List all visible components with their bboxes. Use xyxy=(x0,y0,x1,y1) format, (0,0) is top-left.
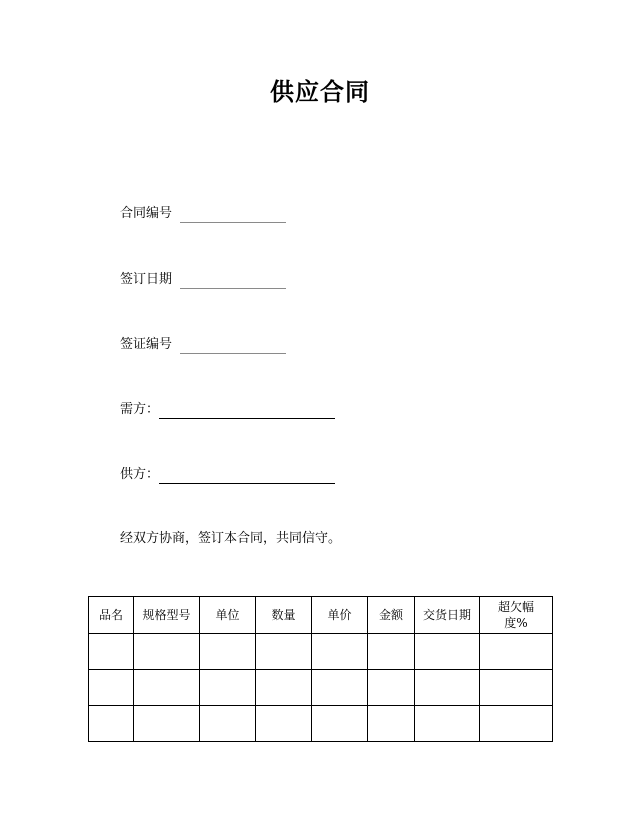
visa-number-field xyxy=(120,336,286,354)
table-header-row xyxy=(89,597,553,634)
table-cell[interactable] xyxy=(134,706,200,742)
visa-number-label: 签证编号 xyxy=(120,337,173,352)
table-cell[interactable] xyxy=(134,670,200,706)
contract-number-label: 合同编号 xyxy=(120,206,173,221)
contract-number-blank[interactable] xyxy=(180,208,286,223)
header-delivery-date: 交货日期 xyxy=(415,597,480,634)
table-cell[interactable] xyxy=(480,634,553,670)
table-cell[interactable] xyxy=(480,670,553,706)
header-product-name: 品名 xyxy=(89,597,134,634)
table-row xyxy=(89,634,553,670)
goods-table xyxy=(88,596,553,742)
buyer-field xyxy=(120,401,335,419)
supplier-blank[interactable] xyxy=(159,469,335,484)
table-cell[interactable] xyxy=(134,634,200,670)
table-cell[interactable] xyxy=(256,634,312,670)
contract-number-field xyxy=(120,205,286,223)
table-cell[interactable] xyxy=(200,706,256,742)
table-cell[interactable] xyxy=(415,634,480,670)
table-row xyxy=(89,670,553,706)
table-cell[interactable] xyxy=(256,706,312,742)
header-spec-model: 规格型号 xyxy=(134,597,200,634)
header-tolerance xyxy=(480,597,553,634)
intro-text: 经双方协商，签订本合同，共同信守。 xyxy=(120,531,342,546)
visa-number-blank[interactable] xyxy=(180,339,286,354)
table-cell[interactable] xyxy=(312,706,368,742)
table-cell[interactable] xyxy=(480,706,553,742)
signing-date-field xyxy=(120,271,286,289)
supplier-field xyxy=(120,466,335,484)
signing-date-blank[interactable] xyxy=(180,274,286,289)
buyer-blank[interactable] xyxy=(159,404,335,419)
table-cell[interactable] xyxy=(200,670,256,706)
header-amount: 金额 xyxy=(368,597,415,634)
table-cell[interactable] xyxy=(89,706,134,742)
header-unit-price: 单价 xyxy=(312,597,368,634)
table-cell[interactable] xyxy=(312,634,368,670)
header-quantity: 数量 xyxy=(256,597,312,634)
table-row xyxy=(89,706,553,742)
table-cell[interactable] xyxy=(89,634,134,670)
table-cell[interactable] xyxy=(368,670,415,706)
header-unit: 单位 xyxy=(200,597,256,634)
table-cell[interactable] xyxy=(200,634,256,670)
table-cell[interactable] xyxy=(368,634,415,670)
table-cell[interactable] xyxy=(415,706,480,742)
table-cell[interactable] xyxy=(312,670,368,706)
document-title: 供应合同 xyxy=(270,78,370,106)
signing-date-label: 签订日期 xyxy=(120,272,173,287)
table-cell[interactable] xyxy=(89,670,134,706)
header-tolerance-text: 超欠幅度% xyxy=(497,600,534,630)
table-cell[interactable] xyxy=(415,670,480,706)
table-cell[interactable] xyxy=(368,706,415,742)
supplier-label: 供方： xyxy=(120,467,160,482)
buyer-label: 需方： xyxy=(120,402,160,417)
table-cell[interactable] xyxy=(256,670,312,706)
